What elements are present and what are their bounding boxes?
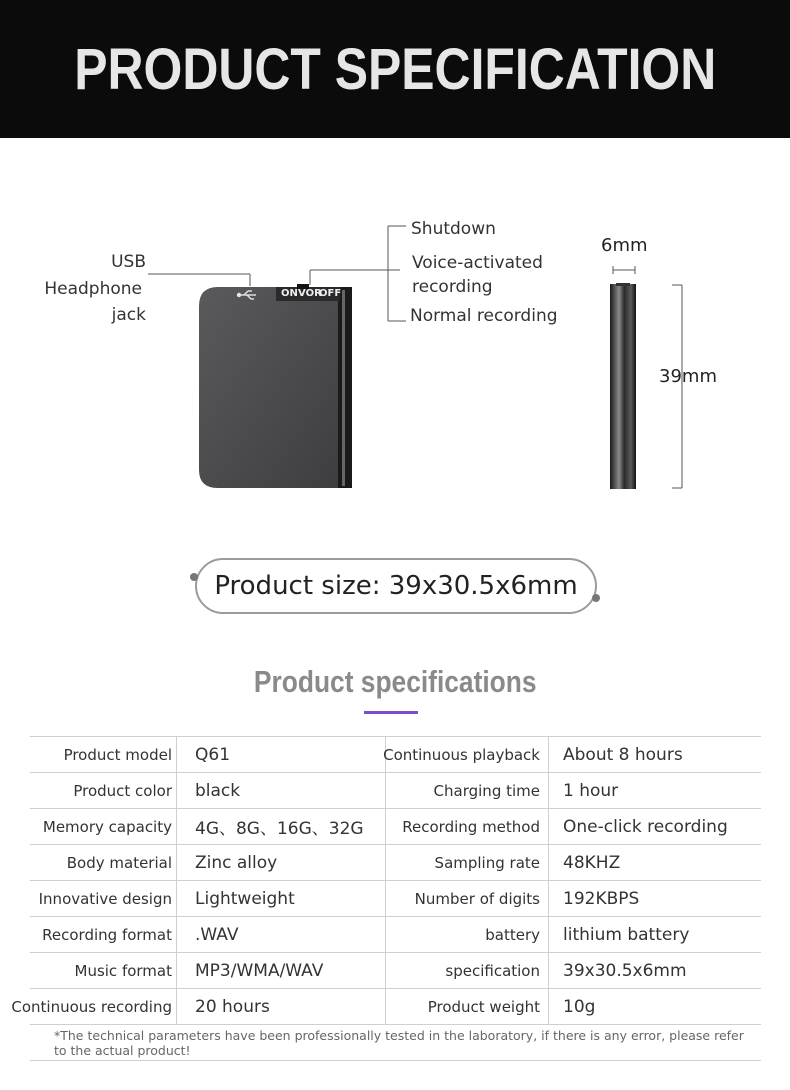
spec-value: MP3/WMA/WAV <box>176 953 386 988</box>
device-side-view <box>610 284 636 489</box>
spec-label: Memory capacity <box>42 817 172 836</box>
switch-off-label: OFF <box>319 288 342 299</box>
switch-vor-label: VOR <box>298 288 322 299</box>
table-row <box>30 881 761 917</box>
table-row <box>30 845 761 881</box>
pill-dot-right <box>592 594 600 602</box>
spec-value: 48KHZ <box>548 845 761 880</box>
spec-label: Recording method <box>402 817 540 836</box>
spec-label: Charging time <box>433 781 540 800</box>
spec-label: specification <box>445 961 540 980</box>
spec-label: Product weight <box>427 997 540 1016</box>
footnote: *The technical parameters have been professionally tested in the laboratory, if there is any error, please refer to the actual product! <box>54 1028 744 1058</box>
spec-value: lithium battery <box>548 917 761 952</box>
headphone-label: Headphone <box>44 279 142 299</box>
product-diagram <box>0 138 790 518</box>
device-body <box>199 287 338 488</box>
header-banner <box>0 0 790 138</box>
specs-heading-underline <box>364 711 418 714</box>
spec-value: Q61 <box>176 737 386 772</box>
spec-label: Music format <box>74 961 172 980</box>
normal-recording-label: Normal recording <box>410 306 558 326</box>
spec-label: Continuous playback <box>383 745 540 764</box>
table-row <box>30 773 761 809</box>
spec-label: battery <box>485 925 540 944</box>
product-size-text: Product size: 39x30.5x6mm <box>214 571 578 601</box>
specs-table <box>11 736 761 1025</box>
spec-label: Product color <box>73 781 172 800</box>
voice-recording-label: recording <box>412 277 493 297</box>
voice-activated-label: Voice-activated <box>412 253 543 273</box>
table-row <box>30 809 761 845</box>
spec-value: Lightweight <box>176 881 386 916</box>
spec-value: Zinc alloy <box>176 845 386 880</box>
specs-heading: Product specifications <box>253 664 537 699</box>
spec-label: Number of digits <box>414 889 540 908</box>
spec-value: 10g <box>548 989 761 1024</box>
spec-value: black <box>176 773 386 808</box>
shutdown-label: Shutdown <box>411 219 496 239</box>
spec-label: Sampling rate <box>434 853 540 872</box>
spec-value: .WAV <box>176 917 386 952</box>
spec-label: Innovative design <box>38 889 172 908</box>
table-row <box>11 989 761 1025</box>
page-title: PRODUCT SPECIFICATION <box>74 36 716 102</box>
table-row <box>30 737 761 773</box>
spec-label: Body material <box>66 853 172 872</box>
height-label: 39mm <box>659 366 717 387</box>
spec-value: 39x30.5x6mm <box>548 953 761 988</box>
spec-value: 4G、8G、16G、32G <box>176 809 386 844</box>
product-size-badge <box>195 558 597 614</box>
usb-label: USB <box>111 252 146 272</box>
table-row <box>30 917 761 953</box>
switch-on-label: ON <box>281 288 298 299</box>
pill-dot-left <box>190 573 198 581</box>
spec-value: About 8 hours <box>548 737 761 772</box>
spec-label: Recording format <box>42 925 172 944</box>
jack-label: jack <box>111 305 146 325</box>
bottom-divider <box>30 1060 761 1061</box>
spec-value: 192KBPS <box>548 881 761 916</box>
spec-value: One-click recording <box>548 809 761 844</box>
thickness-label: 6mm <box>601 235 648 256</box>
spec-value: 1 hour <box>548 773 761 808</box>
spec-label: Continuous recording <box>11 997 172 1016</box>
spec-value: 20 hours <box>176 989 386 1024</box>
spec-label: Product model <box>63 745 172 764</box>
table-row <box>30 953 761 989</box>
